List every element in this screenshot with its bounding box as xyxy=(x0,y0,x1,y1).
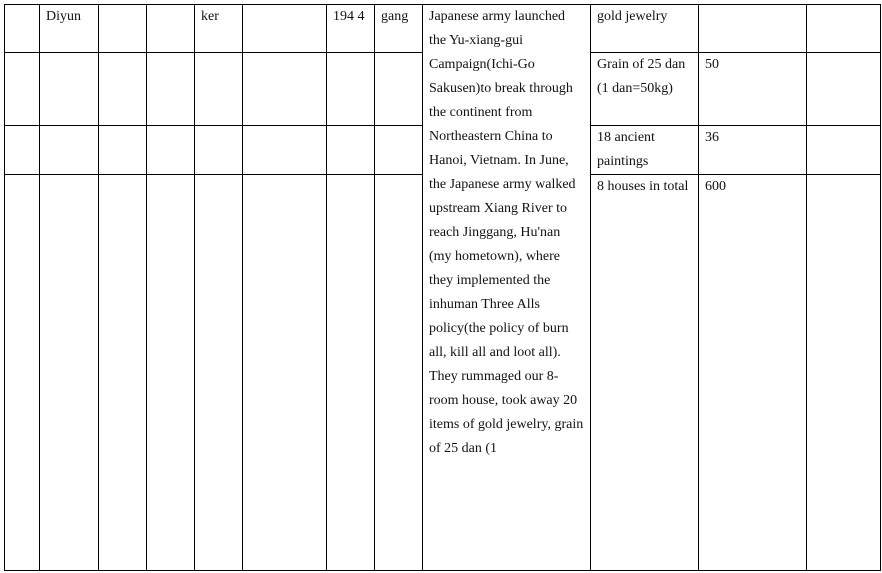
table-cell xyxy=(243,126,327,175)
loss-item-cell: 8 houses in total xyxy=(591,175,699,571)
table-cell xyxy=(195,53,243,126)
table-cell xyxy=(807,126,881,175)
table-cell xyxy=(807,53,881,126)
table-cell xyxy=(5,175,40,571)
table-cell xyxy=(40,53,99,126)
table-cell xyxy=(375,126,423,175)
table-cell xyxy=(195,175,243,571)
table-cell xyxy=(5,5,40,53)
place-cell: gang xyxy=(375,5,423,53)
table-cell xyxy=(40,175,99,571)
table-cell xyxy=(243,5,327,53)
table-cell xyxy=(243,175,327,571)
loss-item-cell: gold jewelry xyxy=(591,5,699,53)
loss-qty-cell: 600 xyxy=(699,175,807,571)
table-cell xyxy=(99,5,147,53)
name-cell: Diyun xyxy=(40,5,99,53)
table-cell xyxy=(327,175,375,571)
table-cell xyxy=(5,126,40,175)
table-cell xyxy=(243,53,327,126)
table-cell xyxy=(807,175,881,571)
table-cell xyxy=(40,126,99,175)
table-cell xyxy=(195,126,243,175)
loss-qty-cell xyxy=(699,5,807,53)
table-cell xyxy=(147,175,195,571)
table-cell xyxy=(99,53,147,126)
table-cell xyxy=(327,126,375,175)
table-cell xyxy=(147,126,195,175)
table-cell xyxy=(147,5,195,53)
loss-item-cell: Grain of 25 dan (1 dan=50kg) xyxy=(591,53,699,126)
year-cell: 194 4 xyxy=(327,5,375,53)
table-cell xyxy=(327,53,375,126)
loss-item-cell: 18 ancient paintings xyxy=(591,126,699,175)
table-cell xyxy=(147,53,195,126)
table-row xyxy=(5,5,881,53)
loss-record-table xyxy=(4,4,881,571)
table-cell xyxy=(807,5,881,53)
occupation-cell: ker xyxy=(195,5,243,53)
table-cell xyxy=(99,175,147,571)
table-cell xyxy=(5,53,40,126)
loss-qty-cell: 36 xyxy=(699,126,807,175)
table-cell xyxy=(375,53,423,126)
loss-qty-cell: 50 xyxy=(699,53,807,126)
table-cell xyxy=(375,175,423,571)
narrative-cell: Japanese army launched the Yu-xiang-gui Campaign(Ichi-Go Sakusen)to break through the continent from Northeastern China to Hanoi, Vietnam. In June, the Japanese army walked upstream Xiang River to reach Jinggang, Hu'nan (my hometown), where they implemented the inhuman Three Alls policy(the policy of burn all, kill all and loot all). They rummaged our 8-room house, took away 20 items of gold jewelry, grain of 25 dan (1 xyxy=(423,5,591,571)
table-cell xyxy=(99,126,147,175)
